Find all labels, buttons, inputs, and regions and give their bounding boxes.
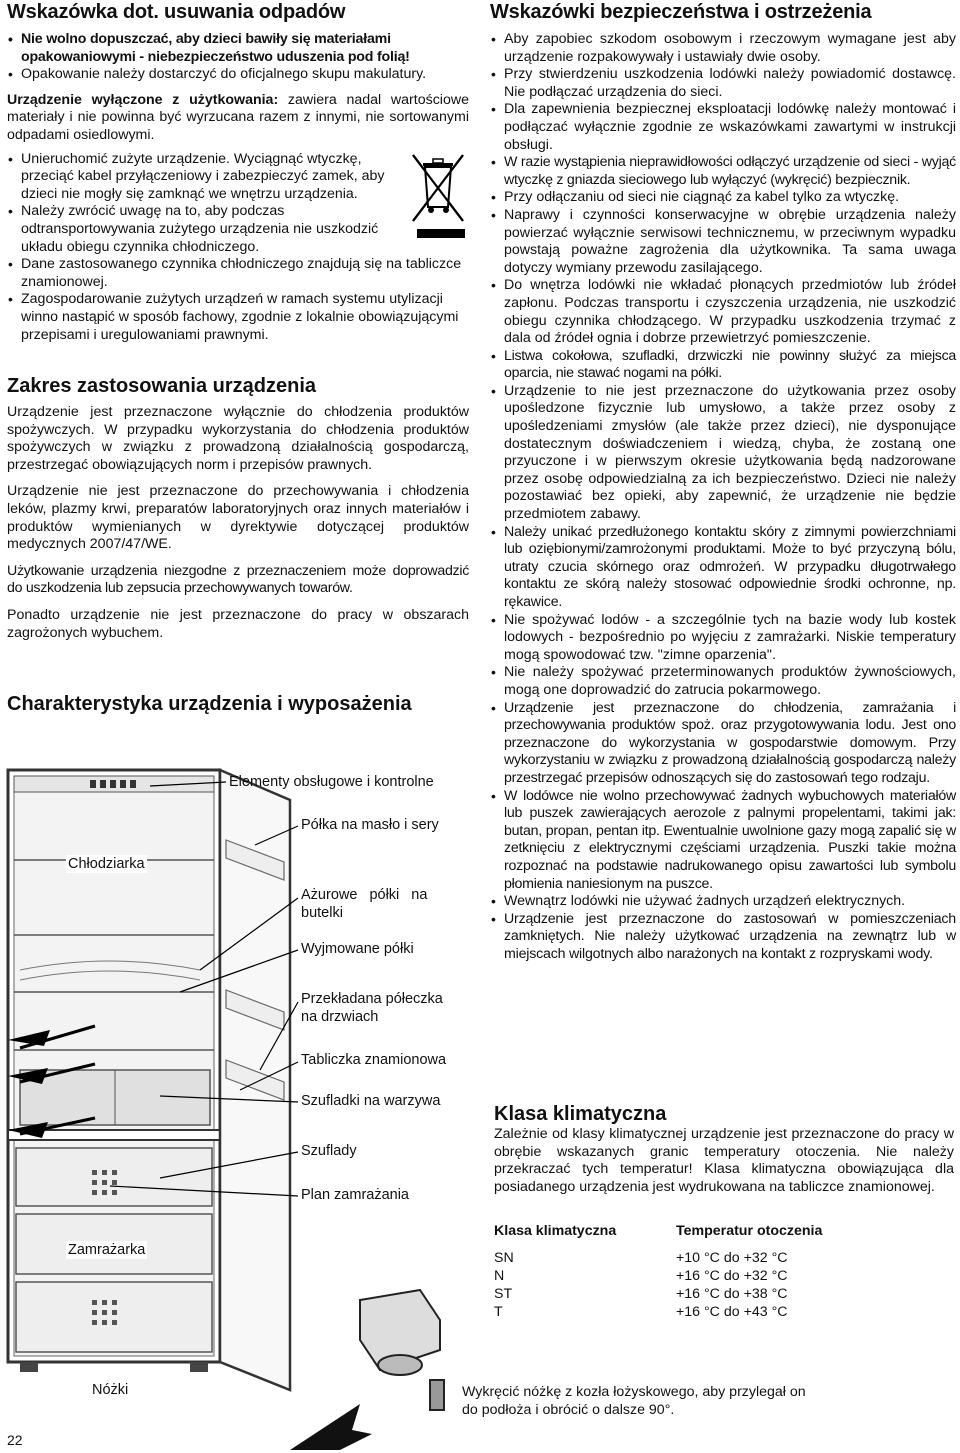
list-item: • Należy unikać przedłużonego kontaktu skóry z zimnymi powierzchniami lub oziębionymi/zamrożonymi produktami. Może to być przyczyną bólu, utraty czucia skórnego oraz odmrożeń. W przypadku długotrwałego kontaktu ze skórą należy stosować odpowiednie środki ochronne, np. rękawice.: [490, 524, 956, 612]
safety-title: Wskazówki bezpieczeństwa i ostrzeżenia: [490, 1, 872, 23]
list-item: • Nie należy spożywać przeterminowanych produktów żywnościowych, mogą one doprowadzić do zatrucia pokarmowego.: [490, 664, 956, 699]
climate-title: Klasa klimatyczna: [494, 1103, 667, 1125]
table-cell: SN: [494, 1250, 514, 1266]
list-item: • Wewnątrz lodówki nie używać żadnych urządzeń elektrycznych.: [490, 893, 956, 911]
safety-list: [490, 31, 956, 963]
list-item: • Do wnętrza lodówki nie wkładać płonących przedmiotów lub źródeł zapłonu. Podczas transportu i czyszczenia urządzenia, nie uszkodzić obiegu czynnika chłodzącego. W przypadku uszkodzenia trzymać z dala od źródeł ognia i dobrze przewietrzyć pomieszczenie.: [490, 277, 956, 347]
label-drawers: Szuflady: [301, 1143, 357, 1159]
disposal-lead: Urządzenie wyłączone z użytkowania:: [7, 91, 279, 108]
waste-list: [7, 31, 469, 84]
label-controls: Elementy obsługowe i kontrolne: [229, 774, 434, 790]
label-feet: Nóżki: [92, 1382, 129, 1398]
scope-paragraph: Urządzenie jest przeznaczone wyłącznie do chłodzenia produktów spożywczych. W przypadku wykorzystania do chłodzenia produktów spożywczych w związku z prowadzoną działalnością gospodarczą, przestrzegać obowiązujących norm i przepisów prawnych.: [7, 404, 469, 473]
label-door-shelf-1: Przekładana półeczka: [301, 991, 443, 1007]
table-cell: +10 °C do +32 °C: [676, 1250, 788, 1266]
label-freezer: Zamrażarka: [68, 1242, 146, 1258]
label-bottle-shelves-1: Ażurowe półki na: [301, 887, 428, 903]
list-item: • W lodówce nie wolno przechowywać żadnych wybuchowych materiałów lub puszek zawierających aerozole z palnymi propelentami, takimi jak: butan, propan, pentan itp. Ewentualnie uwolnione gazy mogą zapalić się w zetknięciu z elektrycznymi częściami urządzenia. Puszki takie można rozpoznać na podstawie nadrukowanego opisu zawartości lub symbolu płomienia naniesionym na puszce.: [490, 788, 956, 894]
label-veg-drawers: Szufladki na warzywa: [301, 1093, 441, 1109]
list-item: • Przy stwierdzeniu uszkodzenia lodówki należy powiadomić dostawcę. Nie podłączać urządzenia do sieci.: [490, 66, 956, 101]
fridge-diagram: [0, 730, 480, 1450]
list-item: • Nie wolno dopuszczać, aby dzieci bawiły się materiałami opakowaniowymi - niebezpieczeństwo uduszenia pod folią!: [7, 31, 469, 66]
features-title: Charakterystyka urządzenia i wyposażenia: [7, 693, 412, 716]
list-item: • Opakowanie należy dostarczyć do oficjalnego skupu makulatury.: [7, 66, 469, 84]
disposal-list: [7, 151, 469, 345]
label-fridge: Chłodziarka: [68, 856, 145, 872]
list-item: • Naprawy i czynności konserwacyjne w obrębie urządzenia należy powierzać wyłącznie serwisowi technicznemu, w przeciwnym wypadku powstają poważne zagrożenia dla użytkownika. Ta sama uwaga dotyczy wymiany przewodu zasilającego.: [490, 207, 956, 277]
list-item: • Listwa cokołowa, szufladki, drzwiczki nie powinny służyć za miejsca oparcia, nie stawać nogami na półki.: [490, 348, 956, 383]
crossed-bin-icon: [409, 151, 469, 251]
table-row: [494, 1303, 822, 1321]
list-item: • Przy odłączaniu od sieci nie ciągnąć za kabel tylko za wtyczkę.: [490, 189, 956, 207]
table-cell: +16 °C do +43 °C: [676, 1304, 788, 1320]
table-cell: T: [494, 1304, 503, 1320]
label-removable-shelves: Wyjmowane półki: [301, 941, 414, 957]
disposal-text: zawiera nadal wartościowe materiały i nie powinna być wyrzucana razem z innymi, nie sortowanymi odpadami osiedlowymi.: [7, 91, 469, 143]
table-row: [494, 1285, 822, 1303]
label-rating-plate: Tabliczka znamionowa: [301, 1052, 447, 1068]
list-item: • Należy zwrócić uwagę na to, aby podczas odtransportowywania zużytego urządzenia nie uszkodzić układu obiegu czynnika chłodniczego.: [7, 203, 389, 256]
table-header-cell: Klasa klimatyczna: [494, 1223, 617, 1239]
list-item: • Urządzenie to nie jest przeznaczone do użytkowania przez osoby upośledzone fizycznie lub umysłowo, a także przez osoby z upośledzeniami zmysłów (ale także przez dzieci), nie dysponujące dostatecznym doświadczeniem i wiedzą, chyba, że zostaną one przyuczone i w pierwszym okresie użytkowania będą nadzorowane przez osobę odpowiedzialną za ich bezpieczeństwo. Dzieci nie należy pozostawiać bez opieki, aby zapewnić, że urządzenie nie będzie przedmiotem zabawy.: [490, 383, 956, 524]
waste-title: Wskazówka dot. usuwania odpadów: [7, 1, 346, 23]
table-row: [494, 1249, 822, 1267]
list-item: • Urządzenie jest przeznaczone do zastosowań w pomieszczeniach zamkniętych. Nie należy użytkować urządzenia na zewnątrz lub w miejscach wilgotnych albo narażonych na kontakt z rozpryskami wody.: [490, 911, 956, 964]
list-item: • Urządzenie jest przeznaczone do chłodzenia, zamrażania i przechowywania produktów spoż. oraz przygotowywania lodu. Jest ono przeznaczone do wykorzystania w gospodarstwie domowym. Przy wykorzystaniu w związku z prowadzoną działalnością gospodarczą należy przestrzegać przepisów odnoszących się do zastosowań tego rodzaju.: [490, 700, 956, 788]
list-item: • Nie spożywać lodów - a szczególnie tych na bazie wody lub kostek lodowych - bezpośrednio po wyjęciu z zamrażarki. Niskie temperatury mogą spowodować tzw. "zimne oparzenia".: [490, 612, 956, 665]
climate-table: [494, 1222, 822, 1321]
list-item: • Dla zapewnienia bezpiecznej eksploatacji lodówkę należy montować i podłączać wyłącznie zgodnie ze wskazówkami zawartymi w instrukcji obsługi.: [490, 101, 956, 154]
scope-title: Zakres zastosowania urządzenia: [7, 375, 317, 398]
table-cell: +16 °C do +32 °C: [676, 1268, 788, 1284]
list-item: • Zagospodarowanie zużytych urządzeń w ramach systemu utylizacji winno nastąpić w sposób fachowy, zgodnie z lokalnie obowiązującymi przepisami i uregulowaniami prawnymi.: [7, 291, 469, 344]
foot-note: Wykręcić nóżkę z kozła łożyskowego, aby przylegał on do podłoża i obrócić o dalsze 90°.: [462, 1384, 806, 1418]
climate-text: Zależnie od klasy klimatycznej urządzenie jest przeznaczone do pracy w obrębie wskazanych granic temperatury otoczenia. Nie należy przekraczać tych temperatur! Klasa klimatyczna obowiązująca dla posiadanego urządzenia jest wydrukowana na tabliczce znamionowej.: [494, 1126, 954, 1195]
list-item: • Aby zapobiec szkodom osobowym i rzeczowym wymagane jest aby urządzenie rozpakowywały i ustawiały dwie osoby.: [490, 31, 956, 66]
table-row: [494, 1267, 822, 1285]
list-item: • Unieruchomić zużyte urządzenie. Wyciągnąć wtyczkę, przeciąć kabel przyłączeniowy i zabezpieczyć zamek, aby dzieci nie mogły się zamknąć we wnętrzu urządzenia.: [7, 151, 389, 204]
table-cell: N: [494, 1268, 505, 1284]
table-header-row: [494, 1222, 822, 1249]
table-cell: ST: [494, 1286, 513, 1302]
scope-paragraph: Ponadto urządzenie nie jest przeznaczone do pracy w obszarach zagrożonych wybuchem.: [7, 607, 469, 641]
scope-paragraph: Urządzenie nie jest przeznaczone do przechowywania i chłodzenia leków, plazmy krwi, preparatów laboratoryjnych oraz innych materiałów i produktów wymienianych w dyrektywie dotyczącej produktów medycznych 2007/47/WE.: [7, 483, 469, 553]
label-freeze-plan: Plan zamrażania: [301, 1187, 409, 1203]
label-door-shelf-2: na drzwiach: [301, 1009, 379, 1025]
right-column: [490, 0, 956, 1320]
label-bottle-shelves-2: butelki: [301, 905, 343, 921]
table-cell: +16 °C do +38 °C: [676, 1286, 788, 1302]
list-item: • Dane zastosowanego czynnika chłodniczego znajdują się na tabliczce znamionowej.: [7, 256, 469, 291]
left-column: [7, 0, 469, 716]
table-header-cell: Temperatur otoczenia: [676, 1223, 823, 1239]
disposal-paragraph: [7, 92, 469, 145]
disposal-block: [7, 151, 469, 345]
list-item: • W razie wystąpienia nieprawidłowości odłączyć urządzenie od sieci - wyjąć wtyczkę z gniazda sieciowego lub wyłączyć (wykręcić) bezpiecznik.: [490, 154, 956, 189]
scope-paragraph: Użytkowanie urządzenia niezgodne z przeznaczeniem może doprowadzić do uszkodzenia lub zepsucia przechowywanych towarów.: [7, 562, 469, 597]
label-butter-shelf: Półka na masło i sery: [301, 817, 439, 833]
page-number: 22: [7, 1432, 23, 1448]
